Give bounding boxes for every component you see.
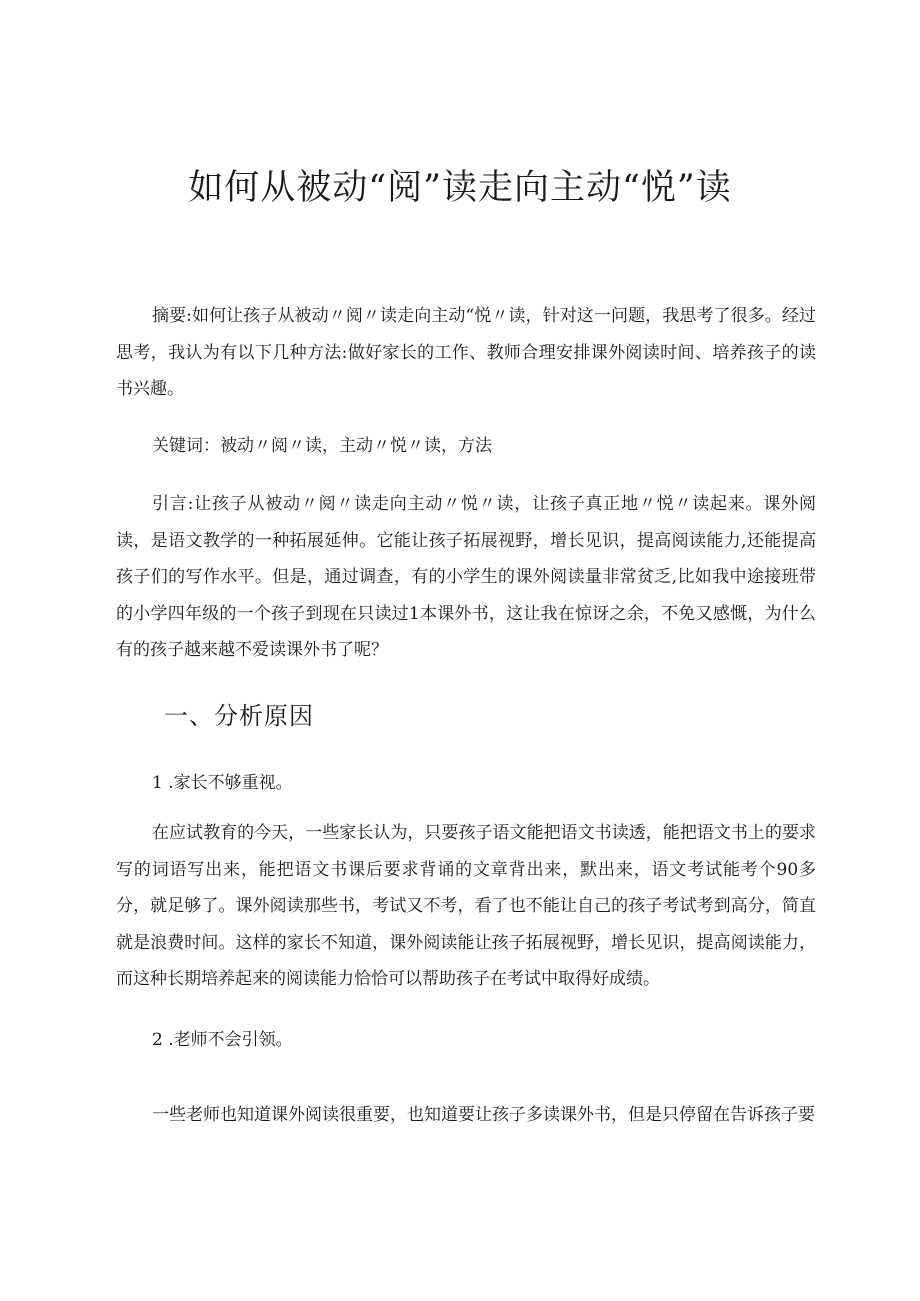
document-title: 如何从被动“阅”读走向主动“悦”读 <box>188 168 732 208</box>
subsection-body-teachers: 一些老师也知道课外阅读很重要，也知道要让孩子多读课外书，但是只停留在告诉孩子要 <box>152 1105 815 1125</box>
keywords-paragraph: 关键词：被动〃阅〃读，主动〃悦〃读，方法 <box>152 436 492 456</box>
subsection-heading-parents: 1 .家长不够重视。 <box>152 773 293 793</box>
introduction-paragraph: 引言:让孩子从被动〃阅〃读走向主动〃悦〃读，让孩子真正地〃悦〃读起来。课外阅读，是语文教学的一种拓展延伸。它能让孩子拓展视野，增长见识，提高阅读能力,还能提高孩子们的写作水平。但是，通过调查，有的小学生的课外阅读量非常贫乏,比如我中途接班带的小学四年级的一个孩子到现在只读过1本课外书，这让我在惊讶之余，不免又感慨，为什么有的孩子越来越不爱读课外书了呢？ <box>116 494 816 660</box>
abstract-paragraph: 摘要:如何让孩子从被动〃阅〃读走向主动“悦〃读，针对这一问题，我思考了很多。经过思考，我认为有以下几种方法:做好家长的工作、教师合理安排课外阅读时间、培养孩子的读书兴趣。 <box>116 306 816 399</box>
subsection-heading-teachers: 2 .老师不会引领。 <box>152 1030 293 1050</box>
subsection-body-parents: 在应试教育的今天，一些家长认为，只要孩子语文能把语文书读透，能把语文书上的要求写的词语写出来，能把语文书课后要求背诵的文章背出来，默出来，语文考试能考个90多分，就足够了。课外阅读那些书，考试又不考，看了也不能让自己的孩子考试考到高分，简直就是浪费时间。这样的家长不知道，课外阅读能让孩子拓展视野，增长见识，提高阅读能力，而这种长期培养起来的阅读能力恰恰可以帮助孩子在考试中取得好成绩。 <box>116 823 816 989</box>
section-heading-analysis: 一、分析原因 <box>164 702 314 730</box>
